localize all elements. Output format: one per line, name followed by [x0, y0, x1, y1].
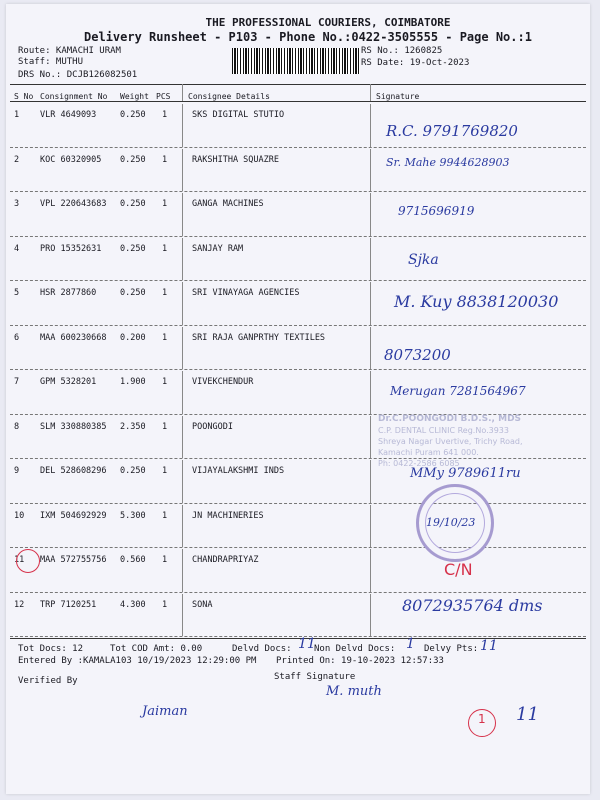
cell-wt: 2.350: [120, 421, 146, 432]
runsheet-page: [6, 4, 590, 794]
staff-signature-label: Staff Signature: [274, 672, 356, 682]
handwritten-signature: C/N: [444, 560, 473, 579]
col-divider: [370, 149, 371, 192]
drs-number: DRS No.: DCJB126082501: [18, 70, 138, 80]
cell-pcs: 1: [162, 466, 168, 476]
row-separator: [10, 503, 586, 504]
col-divider: [182, 549, 183, 592]
cell-wt: 1.900: [120, 377, 146, 387]
row-separator: [10, 325, 586, 326]
cell-wt: 0.250: [120, 110, 146, 120]
barcode: [232, 48, 360, 74]
cell-name: VIJAYALAKSHMI INDS: [192, 466, 285, 476]
handwritten-signature: Merugan 7281564967: [390, 384, 526, 398]
total-cod-amount: Tot COD Amt: 0.00: [110, 644, 203, 654]
col-divider: [182, 594, 183, 637]
cell-sno: 10: [14, 510, 25, 521]
printed-on: Printed On: 19-10-2023 12:57:33: [276, 656, 444, 666]
handwritten-signature: 8073200: [384, 346, 451, 364]
stamp-line: C.P. DENTAL CLINIC Reg.No.3933: [378, 426, 509, 435]
cell-sno: 4: [14, 243, 20, 254]
cell-wt: 0.200: [120, 332, 146, 343]
cell-cno: PRO 15352631: [40, 243, 102, 254]
rs-number: RS No.: 1260825: [361, 46, 443, 56]
cell-cno: MAA 600230668: [40, 332, 107, 343]
col-divider: [182, 84, 183, 101]
row-separator: [10, 191, 586, 192]
cell-name: POONGODI: [192, 421, 233, 432]
staff: Staff: MUTHU: [18, 57, 84, 67]
cell-sno: 1: [14, 110, 20, 120]
cell-cno: VPL 220643683: [40, 199, 107, 209]
cell-name: SONA: [192, 599, 213, 610]
handwritten-signature: 9715696919: [398, 204, 475, 218]
non-delivered-docs-ink: 1: [406, 636, 415, 652]
col-header-consignee: Consignee Details: [188, 92, 270, 101]
cell-cno: SLM 330880385: [40, 421, 107, 432]
col-divider: [182, 238, 183, 281]
entered-by: Entered By :KAMALA103 10/19/2023 12:29:00 PM: [18, 656, 257, 666]
cell-sno: 9: [14, 466, 20, 476]
delivery-points-label: Delvy Pts:: [424, 644, 479, 654]
cell-name: SANJAY RAM: [192, 243, 244, 254]
col-header-consignment: Consignment No: [40, 92, 108, 101]
row-separator: [10, 280, 586, 281]
col-divider: [370, 460, 371, 503]
delivered-docs-ink: 11: [298, 636, 316, 652]
cell-pcs: 1: [162, 332, 168, 343]
stamp-line: Shreya Nagar Uvertive, Trichy Road,: [378, 437, 523, 446]
handwritten-signature: 19/10/23: [426, 516, 476, 529]
cell-wt: 5.300: [120, 510, 146, 521]
col-divider: [370, 416, 371, 459]
col-divider: [370, 193, 371, 236]
handwritten-mark: 11: [516, 704, 539, 725]
cell-sno: 8: [14, 421, 20, 432]
col-header-sno: S No: [14, 92, 34, 101]
red-circle-mark: [16, 549, 40, 573]
cell-wt: 0.250: [120, 466, 146, 476]
cell-wt: 0.250: [120, 243, 146, 254]
cell-name: SKS DIGITAL STUTIO: [192, 110, 285, 120]
cell-name: JN MACHINERIES: [192, 510, 264, 521]
cell-cno: VLR 4649093: [40, 110, 97, 120]
col-divider: [370, 84, 371, 101]
stamp-line: Dr.C.POONGODI B.D.S., MDS: [378, 414, 522, 424]
col-divider: [182, 371, 183, 414]
cell-name: SRI RAJA GANPRTHY TEXTILES: [192, 332, 326, 343]
cell-cno: KOC 60320905: [40, 154, 102, 165]
cell-pcs: 1: [162, 288, 168, 298]
col-divider: [370, 505, 371, 548]
col-divider: [370, 104, 371, 147]
cell-name: RAKSHITHA SQUAZRE: [192, 154, 279, 165]
cell-cno: IXM 504692929: [40, 510, 107, 521]
cell-pcs: 1: [162, 154, 168, 165]
col-divider: [182, 505, 183, 548]
col-divider: [182, 282, 183, 325]
handwritten-signature: MMy 9789611ru: [410, 466, 521, 481]
col-header-pcs: PCS: [156, 92, 171, 101]
red-circle-number: 1: [478, 712, 486, 726]
col-header-weight: Weight: [120, 92, 149, 101]
cell-cno: DEL 528608296: [40, 466, 107, 476]
cell-cno: HSR 2877860: [40, 288, 97, 298]
cell-sno: 5: [14, 288, 20, 298]
col-header-signature: Signature: [376, 92, 420, 101]
round-seal: [416, 484, 494, 562]
col-divider: [370, 371, 371, 414]
verifier-signature-ink: Jaiman: [142, 704, 188, 719]
cell-name: SRI VINAYAGA AGENCIES: [192, 288, 300, 298]
cell-sno: 2: [14, 154, 20, 165]
col-divider: [182, 193, 183, 236]
staff-signature-ink: M. muth: [326, 684, 382, 699]
col-divider: [370, 238, 371, 281]
col-divider: [182, 460, 183, 503]
cell-pcs: 1: [162, 377, 168, 387]
row-separator: [10, 369, 586, 370]
cell-sno: 11: [14, 555, 25, 565]
handwritten-signature: 8072935764 dms: [402, 596, 543, 615]
cell-pcs: 1: [162, 243, 168, 254]
verified-by-label: Verified By: [18, 676, 78, 686]
cell-name: CHANDRAPRIYAZ: [192, 555, 259, 565]
row-separator: [10, 147, 586, 148]
col-divider: [370, 549, 371, 592]
stamp-line: Kamachi Puram 641 000.: [378, 448, 479, 457]
cell-sno: 7: [14, 377, 20, 387]
handwritten-signature: M. Kuy 8838120030: [394, 292, 559, 311]
table-top-rule: [10, 84, 586, 85]
clinic-stamp: [378, 414, 573, 474]
handwritten-signature: Sjka: [408, 252, 439, 268]
cell-pcs: 1: [162, 510, 168, 521]
delivered-docs-label: Delvd Docs:: [232, 644, 292, 654]
cell-wt: 0.560: [120, 555, 146, 565]
cell-name: VIVEKCHENDUR: [192, 377, 254, 387]
cell-sno: 6: [14, 332, 20, 343]
cell-cno: GPM 5328201: [40, 377, 97, 387]
rs-date: RS Date: 19-Oct-2023: [361, 58, 470, 68]
cell-pcs: 1: [162, 421, 168, 432]
stamp-line: Ph: 0422-2586 6085: [378, 459, 460, 468]
cell-pcs: 1: [162, 599, 168, 610]
col-divider: [370, 327, 371, 370]
total-docs: Tot Docs: 12: [18, 644, 84, 654]
route: Route: KAMACHI URAM: [18, 46, 121, 56]
cell-name: GANGA MACHINES: [192, 199, 264, 209]
col-divider: [182, 104, 183, 147]
delivery-points-ink: 11: [480, 638, 498, 654]
row-separator: [10, 236, 586, 237]
cell-pcs: 1: [162, 199, 168, 209]
header-rule: [10, 101, 586, 102]
non-delivered-docs-label: Non Delvd Docs:: [314, 644, 396, 654]
cell-cno: MAA 572755756: [40, 555, 107, 565]
cell-sno: 12: [14, 599, 25, 610]
cell-pcs: 1: [162, 110, 168, 120]
cell-sno: 3: [14, 199, 20, 209]
cell-cno: TRP 7120251: [40, 599, 97, 610]
col-divider: [182, 416, 183, 459]
cell-wt: 0.250: [120, 288, 146, 298]
handwritten-signature: R.C. 9791769820: [386, 122, 518, 140]
col-divider: [182, 149, 183, 192]
row-separator: [10, 592, 586, 593]
cell-wt: 0.250: [120, 199, 146, 209]
cell-wt: 0.250: [120, 154, 146, 165]
company-name: THE PROFESSIONAL COURIERS, COIMBATORE: [205, 16, 451, 29]
sheet-title: Delivery Runsheet - P103 - Phone No.:0422-3505555 - Page No.:1: [84, 30, 532, 44]
cell-wt: 4.300: [120, 599, 146, 610]
cell-pcs: 1: [162, 555, 168, 565]
row-separator: [10, 547, 586, 548]
col-divider: [370, 594, 371, 637]
col-divider: [370, 282, 371, 325]
handwritten-signature: Sr. Mahe 9944628903: [386, 156, 510, 169]
col-divider: [182, 327, 183, 370]
